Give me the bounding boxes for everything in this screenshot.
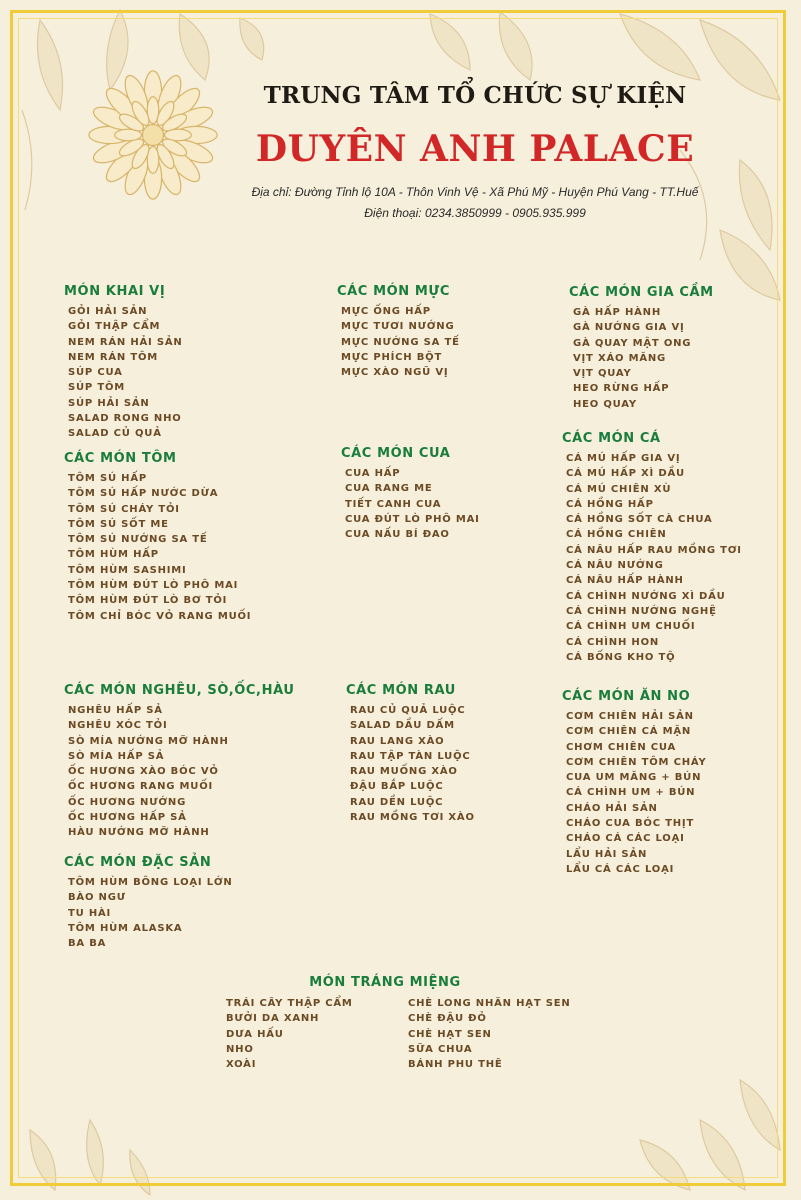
section-dac-san xyxy=(64,855,233,951)
dish-item: LẨU CÁ CÁC LOẠI xyxy=(566,863,675,875)
dish-item: CÁ HỒNG SỐT CÀ CHUA xyxy=(566,514,713,526)
section-title: CÁC MÓN RAU xyxy=(346,683,456,698)
venue-phone: Điện thoại: 0234.3850999 - 0905.935.999 xyxy=(364,206,586,220)
dish-item: BÀO NGƯ xyxy=(68,892,126,904)
dish-list xyxy=(64,875,233,951)
dish-item: ĐẬU BẮP LUỘC xyxy=(350,781,444,793)
dish-item: SALAD CỦ QUẢ xyxy=(68,428,162,440)
venue-name: DUYÊN ANH PALACE xyxy=(255,128,695,170)
dish-item: RAU TẬP TÀN LUỘC xyxy=(350,750,471,762)
dish-item: ỐC HƯƠNG XÀO BÓC VỎ xyxy=(68,766,219,778)
dish-item: SÒ MÍA HẤP SẢ xyxy=(68,750,165,762)
dish-item: CÁ HỒNG CHIÊN xyxy=(566,529,667,541)
dish-list xyxy=(562,451,742,665)
dish-item: VỊT QUAY xyxy=(573,368,632,380)
dish-item: RAU MUỐNG XÀO xyxy=(350,766,458,778)
dish-item: CUA RANG ME xyxy=(345,483,433,495)
dish-item: BÁNH PHU THÊ xyxy=(408,1059,503,1071)
dish-item: NEM RÁN TÔM xyxy=(68,351,158,363)
dish-item: CÁ HỒNG HẤP xyxy=(566,498,654,510)
dish-item: TIẾT CANH CUA xyxy=(345,498,442,510)
dish-item: TÔM HÙM ĐÚT LÒ BƠ TỎI xyxy=(68,595,228,607)
section-ngheu-so-oc-hau xyxy=(64,683,295,841)
dish-item: CÁ CHÌNH UM CHUỐI xyxy=(566,621,696,633)
dish-item: ỐC HƯƠNG RANG MUỐI xyxy=(68,781,214,793)
section-khai-vi xyxy=(64,284,183,442)
dish-list xyxy=(562,709,707,877)
dish-list xyxy=(337,304,460,380)
dish-item: RAU MỒNG TƠI XÀO xyxy=(350,812,475,824)
dish-item: SALAD RONG NHO xyxy=(68,413,182,425)
section-title: CÁC MÓN CUA xyxy=(341,446,451,461)
dish-item: SÚP CUA xyxy=(68,367,123,379)
section-ca xyxy=(562,431,742,665)
section-gia-cam xyxy=(569,285,714,412)
section-an-no xyxy=(562,689,707,877)
dish-item: XOÀI xyxy=(226,1059,257,1071)
section-title: CÁC MÓN ĐẶC SẢN xyxy=(64,855,212,870)
dish-item: TÔM HÙM SASHIMI xyxy=(68,564,187,576)
dish-item: TÔM HÙM ĐÚT LÒ PHÔ MAI xyxy=(68,580,239,592)
dish-item: GỎI HẢI SẢN xyxy=(68,306,148,317)
dessert-list-left xyxy=(226,996,353,1072)
dish-item: CUA UM MĂNG + BÚN xyxy=(566,772,702,784)
dish-item: CHƠM CHIÊN CUA xyxy=(566,741,677,753)
dish-item: TRÁI CÂY THẬP CẨM xyxy=(226,998,353,1009)
dish-item: TÔM HÙM BÔNG LOẠI LỚN xyxy=(68,877,233,888)
dish-item: LẨU HẢI SẢN xyxy=(566,848,648,860)
dish-item: CUA NẤU BÍ ĐAO xyxy=(345,529,450,541)
dish-item: CÁ MÚ HẤP GIA VỊ xyxy=(566,453,681,464)
dish-item: RAU CỦ QUẢ LUỘC xyxy=(350,705,466,716)
dish-item: BA BA xyxy=(68,938,107,950)
dish-item: CÁ NÂU HẤP HÀNH xyxy=(566,575,684,587)
dish-list xyxy=(64,304,183,442)
dish-item: CÁ MÚ CHIÊN XÙ xyxy=(566,483,672,495)
section-title: CÁC MÓN ĂN NO xyxy=(562,689,691,704)
dessert-list-right xyxy=(408,996,571,1072)
dish-item: CHÁO CÁ CÁC LOẠI xyxy=(566,833,685,845)
dish-item: GÀ QUAY MẬT ONG xyxy=(573,337,692,349)
section-muc xyxy=(337,284,460,380)
dish-item: SÒ MÍA NƯỚNG MỠ HÀNH xyxy=(68,735,229,747)
dish-item: SÚP HẢI SẢN xyxy=(68,397,150,409)
section-tom xyxy=(64,451,251,624)
section-trang-mieng-title: MÓN TRÁNG MIỆNG xyxy=(309,975,461,990)
dish-item: MỰC ỐNG HẤP xyxy=(341,306,431,317)
dish-item: TÔM SÚ SỐT ME xyxy=(68,518,169,530)
dish-item: NEM RÁN HẢI SẢN xyxy=(68,336,183,348)
section-title: CÁC MÓN CÁ xyxy=(562,431,661,446)
dish-item: HÀU NƯỚNG MỠ HÀNH xyxy=(68,827,210,839)
section-title: CÁC MÓN TÔM xyxy=(64,451,177,466)
dish-item: TÔM CHỈ BÓC VỎ RANG MUỐI xyxy=(68,610,252,622)
dish-item: CUA HẤP xyxy=(345,468,401,479)
dish-item: CHÈ ĐẬU ĐỎ xyxy=(408,1013,487,1025)
dish-item: TÔM HÙM HẤP xyxy=(68,549,159,561)
dish-item: CUA ĐÚT LÒ PHÔ MAI xyxy=(345,513,480,525)
dish-item: RAU DỀN LUỘC xyxy=(350,796,444,808)
dish-item: NGHÊU XÓC TỎI xyxy=(68,720,168,732)
dish-item: CHÈ HẠT SEN xyxy=(408,1028,492,1040)
dish-item: CÁ BỐNG KHO TỘ xyxy=(566,651,676,663)
dish-item: ỐC HƯƠNG HẤP SẢ xyxy=(68,812,187,824)
venue-tagline: TRUNG TÂM TỔ CHỨC SỰ KIỆN xyxy=(263,82,687,109)
dish-item: SALAD DẦU DẤM xyxy=(350,720,455,732)
dish-item: TÔM SÚ CHÁY TỎI xyxy=(68,503,180,515)
dish-list xyxy=(569,305,714,412)
venue-address: Địa chỉ: Đường Tỉnh lộ 10A - Thôn Vinh Vệ - Xã Phú Mỹ - Huyện Phú Vang - TT.Huế xyxy=(251,185,699,199)
dish-item: RAU LANG XÀO xyxy=(350,735,445,747)
section-title: CÁC MÓN GIA CẦM xyxy=(569,285,714,300)
dish-list xyxy=(64,471,251,624)
dish-list xyxy=(346,703,475,825)
dish-item: CHÁO CUA BÓC THỊT xyxy=(566,818,695,830)
dish-item: SÚP TÔM xyxy=(68,382,126,394)
dish-item: NGHÊU HẤP SẢ xyxy=(68,705,163,716)
dish-item: GỎI THẬP CẨM xyxy=(68,321,161,333)
dish-item: CƠM CHIÊN HẢI SẢN xyxy=(566,711,694,722)
section-title: CÁC MÓN MỰC xyxy=(337,284,450,299)
dish-item: CÁ MÚ HẤP XÌ DẦU xyxy=(566,468,685,480)
dish-item: BƯỞI DA XANH xyxy=(226,1013,320,1025)
section-title: MÓN KHAI VỊ xyxy=(64,284,166,299)
section-cua xyxy=(341,446,480,542)
dish-item: MỰC NƯỚNG SA TẾ xyxy=(341,336,460,348)
dish-item: CÁ CHÌNH UM + BÚN xyxy=(566,787,696,799)
dish-item: CÁ NÂU HẤP RAU MỒNG TƠI xyxy=(566,544,742,556)
dish-item: MỰC TƯƠI NƯỚNG xyxy=(341,321,455,333)
dish-item: CƠM CHIÊN CÁ MẶN xyxy=(566,726,692,738)
dish-item: CÁ NÂU NƯỚNG xyxy=(566,560,664,572)
dish-item: CÁ CHÌNH HON xyxy=(566,636,660,648)
section-rau xyxy=(346,683,475,825)
dish-item: CHÁO HẢI SẢN xyxy=(566,802,658,814)
dish-item: MỰC XÀO NGŨ VỊ xyxy=(341,367,449,379)
dish-item: TÔM SÚ HẤP xyxy=(68,473,147,484)
dish-item: GÀ NƯỚNG GIA VỊ xyxy=(573,322,685,334)
lotus-flower-logo xyxy=(86,68,220,202)
dish-item: MỰC PHÍCH BỘT xyxy=(341,351,443,363)
dish-item: CÁ CHÌNH NƯỚNG NGHỆ xyxy=(566,605,717,617)
dish-item: SỮA CHUA xyxy=(408,1043,473,1055)
dish-list xyxy=(341,466,480,542)
dish-item: NHO xyxy=(226,1043,254,1055)
dish-item: ỐC HƯƠNG NƯỚNG xyxy=(68,796,187,808)
dish-item: TÔM SÚ NƯỚNG SA TẾ xyxy=(68,534,208,546)
dish-item: DƯA HẤU xyxy=(226,1028,284,1040)
dish-item: GÀ HẤP HÀNH xyxy=(573,307,661,318)
dish-item: HEO QUAY xyxy=(573,398,637,410)
dish-item: TÔM SÚ HẤP NƯỚC DỪA xyxy=(68,488,219,500)
dish-item: TU HÀI xyxy=(68,907,112,919)
dish-item: CÁ CHÌNH NƯỚNG XÌ DẦU xyxy=(566,590,726,602)
dish-item: VỊT XÁO MĂNG xyxy=(573,352,667,364)
section-title: CÁC MÓN NGHÊU, SÒ,ỐC,HÀU xyxy=(64,683,295,698)
dish-list xyxy=(64,703,295,841)
dish-item: CHÈ LONG NHÃN HẠT SEN xyxy=(408,998,571,1009)
dish-item: CƠM CHIÊN TÔM CHÁY xyxy=(566,756,707,768)
dish-item: TÔM HÙM ALASKA xyxy=(68,922,183,934)
dish-item: HEO RỪNG HẤP xyxy=(573,383,670,395)
